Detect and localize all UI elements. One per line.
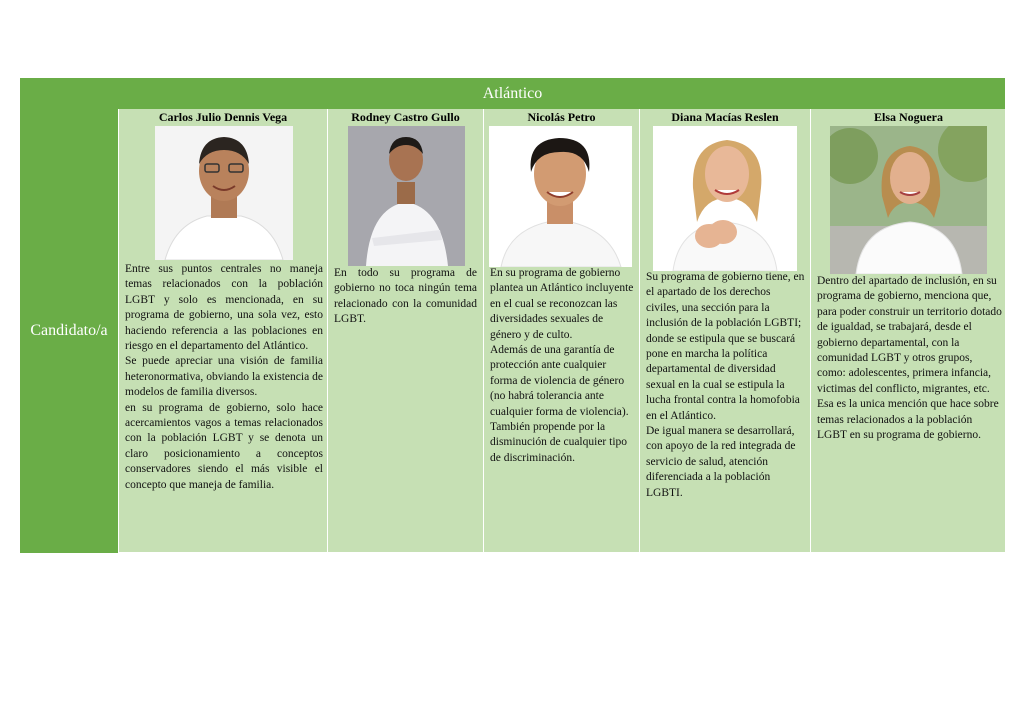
candidate-photo (489, 126, 632, 267)
candidate-column-3 (484, 109, 640, 553)
candidate-photo (653, 126, 797, 271)
region-header: Atlántico (20, 78, 1005, 109)
row-label-candidato: Candidato/a (20, 109, 119, 553)
candidate-photo (830, 126, 987, 274)
candidate-text: Entre sus puntos centrales no maneja temas relacionados con la población LGBT y solo es mencionada, en su programa de gobierno, una sola vez, esto haciendo referencia a las poblaciones en riesgo en el departamento del Atlántico. Se puede apreciar una visión de familia heteronormativa, obviando la existencia de modelos de familia diversos. en su programa de gobierno, solo hace acercamientos vagos a temas relacionados con la población LGBT y se denota un claro posicionamiento a conceptos conservadores siendo el más visible el concepto que maneja de familia. (125, 263, 323, 491)
candidate-column-2 (328, 109, 484, 553)
candidate-photo (155, 126, 293, 260)
candidate-photo (348, 126, 465, 266)
candidates-table (19, 77, 1006, 553)
candidate-name: Diana Macías Reslen (671, 110, 779, 124)
candidate-text: En su programa de gobierno plantea un Atlántico incluyente en el cual se reconozcan las diversidades sexuales de género y de culto. Además de una garantía de protección ante cualquier forma de violencia de género (no habrá tolerancia ante cualquier forma de violencia). También propende por la disminución de cualquier tipo de discriminación. (490, 267, 634, 464)
candidate-name: Rodney Castro Gullo (351, 110, 460, 124)
candidate-name: Carlos Julio Dennis Vega (158, 110, 288, 124)
candidate-name: Elsa Noguera (874, 110, 943, 124)
candidate-text: En todo su programa de gobierno no toca ningún tema relacionado con la comunidad LGBT. (334, 267, 477, 326)
candidate-name: Nicolás Petro (527, 110, 596, 124)
candidate-column-5 (811, 109, 1006, 553)
candidate-column-1 (119, 109, 328, 553)
candidate-column-4 (640, 109, 811, 553)
candidate-text: Dentro del apartado de inclusión, en su programa de gobierno, menciona que, para poder construir un territorio dotado de igualdad, se trabajará, desde el gobierno departamental, con la comunidad LGBT y otros grupos, como: adolescentes, primera infancia, victimas del conflicto, migrantes, etc. Esa es la unica mención que hace sobre temas relacionados a la población LGBT en su programa de gobierno. (817, 275, 1002, 442)
candidate-text: Su programa de gobierno tiene, en el apartado de los derechos civiles, una sección para la inclusión de la población LGBTI; donde se estipula que se buscará pone en marcha la política departamental de diversidad sexual en la cual se estipula la lucha frontal contra la homofobia en el Atlántico. De igual manera se desarrollará, con apoyo de la red integrada de servicio de salud, atención diferenciada a la población LGBTI. (646, 271, 805, 499)
